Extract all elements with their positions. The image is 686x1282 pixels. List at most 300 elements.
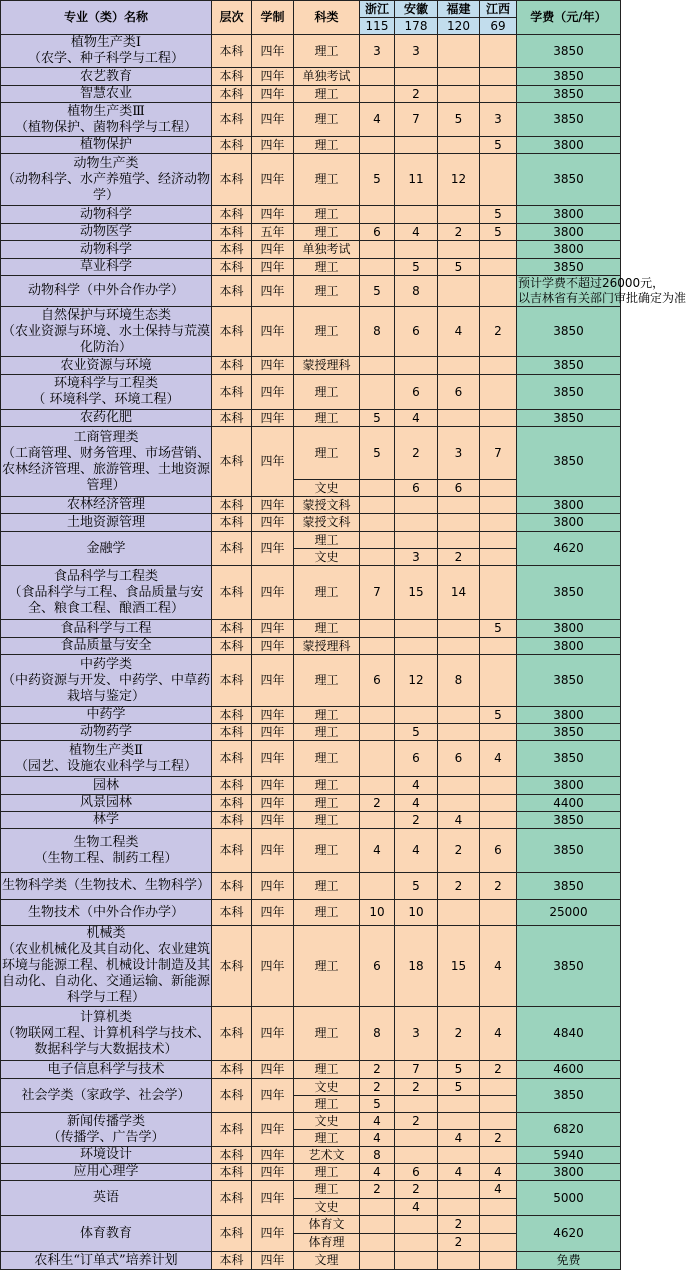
header-quota-fujian: 120 bbox=[438, 18, 480, 35]
level-cell: 本科 bbox=[212, 1216, 252, 1252]
major-name-text: 中药学类 （中药资源与开发、中药学、中草药栽培与鉴定） bbox=[2, 656, 211, 704]
quota-fj-cell bbox=[438, 777, 480, 795]
duration-cell: 四年 bbox=[252, 900, 294, 926]
fee-cell: 3800 bbox=[517, 777, 621, 795]
fee-cell: 3850 bbox=[517, 154, 621, 206]
major-name-text: 生物科学类（生物技术、生物科学） bbox=[2, 878, 211, 893]
quota-fj-cell bbox=[438, 68, 480, 86]
quota-zj-cell bbox=[360, 741, 395, 777]
fee-cell: 3850 bbox=[517, 1079, 621, 1113]
quota-ah-cell: 11 bbox=[395, 154, 438, 206]
level-cell: 本科 bbox=[212, 514, 252, 532]
major-name-text: 机械类 （农业机械化及其自动化、农业建筑环境与能源工程、机械设计制造及其自动化、自动化、交通运输、新能源科学与工程） bbox=[2, 926, 211, 1005]
level-cell: 本科 bbox=[212, 900, 252, 926]
level-cell: 本科 bbox=[212, 1007, 252, 1061]
quota-ah-cell bbox=[395, 1096, 438, 1113]
fee-note-line: 以吉林省有关部门审批确定为准 bbox=[518, 291, 686, 305]
quota-zj-cell bbox=[360, 68, 395, 86]
fee-cell: 6820 bbox=[517, 1113, 621, 1147]
level-cell: 本科 bbox=[212, 68, 252, 86]
major-name bbox=[1, 1061, 212, 1079]
quota-ah-cell: 8 bbox=[395, 276, 438, 307]
subject-cell: 理工 bbox=[294, 926, 360, 1007]
fee-cell: 5940 bbox=[517, 1147, 621, 1164]
table-row bbox=[1, 86, 621, 103]
major-name bbox=[1, 35, 212, 68]
duration-cell: 四年 bbox=[252, 427, 294, 497]
header-row bbox=[1, 1, 621, 18]
quota-jx-cell: 7 bbox=[480, 427, 517, 480]
level-cell: 本科 bbox=[212, 777, 252, 795]
duration-cell: 四年 bbox=[252, 357, 294, 375]
duration-cell: 四年 bbox=[252, 35, 294, 68]
quota-ah-cell bbox=[395, 357, 438, 375]
duration-cell: 四年 bbox=[252, 1216, 294, 1252]
subject-cell: 蒙授文科 bbox=[294, 497, 360, 514]
major-name bbox=[1, 1252, 212, 1270]
table-row bbox=[1, 829, 621, 873]
header-province-anhui: 安徽 bbox=[395, 1, 438, 18]
quota-zj-cell bbox=[360, 137, 395, 154]
major-name bbox=[1, 566, 212, 620]
major-name bbox=[1, 307, 212, 357]
subject-cell: 理工 bbox=[294, 795, 360, 812]
fee-cell: 3850 bbox=[517, 307, 621, 357]
major-name bbox=[1, 68, 212, 86]
duration-cell: 四年 bbox=[252, 514, 294, 532]
quota-fj-cell: 5 bbox=[438, 103, 480, 137]
table-row bbox=[1, 926, 621, 1007]
subject-cell: 理工 bbox=[294, 137, 360, 154]
subject-cell: 单独考试 bbox=[294, 68, 360, 86]
quota-jx-cell bbox=[480, 1113, 517, 1130]
fee-cell: 3800 bbox=[517, 638, 621, 655]
quota-jx-cell: 5 bbox=[480, 206, 517, 224]
quota-fj-cell: 2 bbox=[438, 1007, 480, 1061]
major-name-text: 农艺教育 bbox=[79, 68, 132, 84]
table-row bbox=[1, 655, 621, 707]
fee-cell: 3850 bbox=[517, 655, 621, 707]
quota-ah-cell: 7 bbox=[395, 1061, 438, 1079]
quota-ah-cell bbox=[395, 1147, 438, 1164]
quota-fj-cell bbox=[438, 1113, 480, 1130]
quota-ah-cell: 10 bbox=[395, 900, 438, 926]
subject-cell: 理工 bbox=[294, 566, 360, 620]
fee-cell: 4400 bbox=[517, 795, 621, 812]
major-name bbox=[1, 1007, 212, 1061]
quota-fj-cell: 5 bbox=[438, 1061, 480, 1079]
quota-jx-cell bbox=[480, 566, 517, 620]
table-row bbox=[1, 410, 621, 427]
quota-fj-cell: 2 bbox=[438, 1234, 480, 1252]
quota-jx-cell bbox=[480, 812, 517, 829]
duration-cell: 四年 bbox=[252, 1252, 294, 1270]
duration-cell: 四年 bbox=[252, 497, 294, 514]
major-name bbox=[1, 873, 212, 900]
header-major: 专业（类）名称 bbox=[1, 1, 212, 35]
major-name bbox=[1, 620, 212, 638]
quota-fj-cell: 15 bbox=[438, 926, 480, 1007]
level-cell: 本科 bbox=[212, 655, 252, 707]
quota-ah-cell: 5 bbox=[395, 259, 438, 276]
major-name bbox=[1, 926, 212, 1007]
table-row bbox=[1, 1164, 621, 1181]
duration-cell: 四年 bbox=[252, 724, 294, 741]
table-row bbox=[1, 724, 621, 741]
quota-fj-cell bbox=[438, 795, 480, 812]
quota-fj-cell bbox=[438, 1199, 480, 1216]
major-name-text: 工商管理类 （工商管理、财务管理、市场营销、农林经济管理、旅游管理、土地资源管理） bbox=[2, 429, 211, 493]
quota-zj-cell bbox=[360, 812, 395, 829]
quota-fj-cell bbox=[438, 724, 480, 741]
quota-zj-cell: 4 bbox=[360, 1164, 395, 1181]
fee-cell: 3800 bbox=[517, 241, 621, 259]
level-cell: 本科 bbox=[212, 427, 252, 497]
quota-fj-cell: 6 bbox=[438, 375, 480, 410]
major-name-text: 植物保护 bbox=[79, 137, 132, 152]
quota-ah-cell bbox=[395, 707, 438, 724]
level-cell: 本科 bbox=[212, 241, 252, 259]
level-cell: 本科 bbox=[212, 1181, 252, 1216]
quota-zj-cell: 2 bbox=[360, 1079, 395, 1096]
major-name-text: 生物工程类 （生物工程、制药工程） bbox=[34, 834, 178, 866]
quota-zj-cell: 4 bbox=[360, 1130, 395, 1147]
header-quota-zhejiang: 115 bbox=[360, 18, 395, 35]
quota-jx-cell bbox=[480, 1234, 517, 1252]
major-name-text: 土地资源管理 bbox=[66, 514, 145, 530]
quota-ah-cell: 4 bbox=[395, 224, 438, 241]
level-cell: 本科 bbox=[212, 103, 252, 137]
quota-jx-cell: 3 bbox=[480, 103, 517, 137]
table-row bbox=[1, 900, 621, 926]
subject-cell: 理工 bbox=[294, 620, 360, 638]
fee-cell: 3850 bbox=[517, 812, 621, 829]
quota-ah-cell: 3 bbox=[395, 35, 438, 68]
major-name bbox=[1, 514, 212, 532]
subject-cell: 理工 bbox=[294, 1164, 360, 1181]
major-name-text: 动物药学 bbox=[79, 724, 132, 739]
duration-cell: 四年 bbox=[252, 103, 294, 137]
table-row bbox=[1, 103, 621, 137]
major-name-text: 林学 bbox=[92, 812, 119, 827]
quota-zj-cell: 7 bbox=[360, 566, 395, 620]
subject-cell: 理工 bbox=[294, 900, 360, 926]
table-row bbox=[1, 224, 621, 241]
quota-zj-cell: 5 bbox=[360, 154, 395, 206]
fee-cell: 3800 bbox=[517, 620, 621, 638]
header-level: 层次 bbox=[212, 1, 252, 35]
level-cell: 本科 bbox=[212, 926, 252, 1007]
quota-jx-cell bbox=[480, 655, 517, 707]
quota-fj-cell: 14 bbox=[438, 566, 480, 620]
major-name bbox=[1, 241, 212, 259]
quota-fj-cell bbox=[438, 276, 480, 307]
major-name bbox=[1, 427, 212, 497]
quota-ah-cell bbox=[395, 137, 438, 154]
fee-note-line: 预计学费不超过26000元， bbox=[518, 276, 665, 290]
quota-fj-cell: 3 bbox=[438, 427, 480, 480]
quota-ah-cell bbox=[395, 206, 438, 224]
table-row bbox=[1, 68, 621, 86]
quota-fj-cell bbox=[438, 707, 480, 724]
quota-zj-cell: 3 bbox=[360, 35, 395, 68]
major-name-text: 农业资源与环境 bbox=[60, 357, 152, 373]
major-name-text: 食品质量与安全 bbox=[60, 638, 152, 653]
duration-cell: 四年 bbox=[252, 620, 294, 638]
quota-jx-cell: 2 bbox=[480, 873, 517, 900]
duration-cell: 四年 bbox=[252, 1007, 294, 1061]
table-row bbox=[1, 1147, 621, 1164]
subject-cell: 文史 bbox=[294, 1199, 360, 1216]
duration-cell: 四年 bbox=[252, 1181, 294, 1216]
quota-fj-cell: 2 bbox=[438, 1216, 480, 1234]
quota-ah-cell: 6 bbox=[395, 1164, 438, 1181]
level-cell: 本科 bbox=[212, 276, 252, 307]
subject-cell: 理工 bbox=[294, 410, 360, 427]
table-row bbox=[1, 137, 621, 154]
subject-cell: 体育文 bbox=[294, 1216, 360, 1234]
quota-jx-cell bbox=[480, 241, 517, 259]
duration-cell: 四年 bbox=[252, 741, 294, 777]
quota-ah-cell: 5 bbox=[395, 724, 438, 741]
quota-jx-cell bbox=[480, 480, 517, 497]
level-cell: 本科 bbox=[212, 1079, 252, 1113]
quota-zj-cell: 2 bbox=[360, 1061, 395, 1079]
quota-zj-cell bbox=[360, 532, 395, 549]
fee-cell: 3800 bbox=[517, 497, 621, 514]
duration-cell: 四年 bbox=[252, 276, 294, 307]
quota-fj-cell: 2 bbox=[438, 829, 480, 873]
quota-zj-cell bbox=[360, 357, 395, 375]
quota-fj-cell: 6 bbox=[438, 480, 480, 497]
quota-zj-cell bbox=[360, 638, 395, 655]
quota-jx-cell bbox=[480, 154, 517, 206]
subject-cell: 理工 bbox=[294, 375, 360, 410]
duration-cell: 四年 bbox=[252, 777, 294, 795]
quota-jx-cell: 5 bbox=[480, 707, 517, 724]
quota-ah-cell: 2 bbox=[395, 427, 438, 480]
table-row bbox=[1, 1079, 621, 1096]
major-name-text: 社会学类（家政学、社会学） bbox=[21, 1087, 191, 1103]
quota-fj-cell: 2 bbox=[438, 873, 480, 900]
major-name-text: 农科生“订单式”培养计划 bbox=[34, 1252, 178, 1268]
quota-ah-cell: 4 bbox=[395, 410, 438, 427]
header-subject: 科类 bbox=[294, 1, 360, 35]
fee-cell: 3850 bbox=[517, 259, 621, 276]
level-cell: 本科 bbox=[212, 1164, 252, 1181]
header-quota-jiangxi: 69 bbox=[480, 18, 517, 35]
major-name-text: 新闻传播学类 （传播学、广告学） bbox=[47, 1113, 165, 1145]
quota-fj-cell bbox=[438, 1147, 480, 1164]
quota-ah-cell: 6 bbox=[395, 375, 438, 410]
quota-zj-cell bbox=[360, 241, 395, 259]
fee-cell: 4600 bbox=[517, 1061, 621, 1079]
duration-cell: 四年 bbox=[252, 68, 294, 86]
quota-fj-cell: 6 bbox=[438, 741, 480, 777]
quota-jx-cell: 6 bbox=[480, 829, 517, 873]
quota-fj-cell bbox=[438, 410, 480, 427]
quota-ah-cell: 6 bbox=[395, 741, 438, 777]
quota-zj-cell: 8 bbox=[360, 1007, 395, 1061]
quota-ah-cell bbox=[395, 1216, 438, 1234]
quota-zj-cell bbox=[360, 777, 395, 795]
header-province-fujian: 福建 bbox=[438, 1, 480, 18]
subject-cell: 理工 bbox=[294, 873, 360, 900]
duration-cell: 四年 bbox=[252, 259, 294, 276]
quota-fj-cell bbox=[438, 638, 480, 655]
major-name bbox=[1, 103, 212, 137]
table-row bbox=[1, 707, 621, 724]
subject-cell: 理工 bbox=[294, 777, 360, 795]
subject-cell: 理工 bbox=[294, 427, 360, 480]
quota-fj-cell: 4 bbox=[438, 1130, 480, 1147]
major-name bbox=[1, 206, 212, 224]
quota-fj-cell bbox=[438, 1096, 480, 1113]
quota-fj-cell bbox=[438, 137, 480, 154]
subject-cell: 理工 bbox=[294, 1181, 360, 1199]
quota-zj-cell bbox=[360, 707, 395, 724]
major-name bbox=[1, 724, 212, 741]
level-cell: 本科 bbox=[212, 375, 252, 410]
quota-zj-cell: 6 bbox=[360, 655, 395, 707]
duration-cell: 四年 bbox=[252, 926, 294, 1007]
quota-ah-cell bbox=[395, 497, 438, 514]
table-row bbox=[1, 620, 621, 638]
subject-cell: 艺术文 bbox=[294, 1147, 360, 1164]
quota-zj-cell: 5 bbox=[360, 410, 395, 427]
quota-fj-cell bbox=[438, 241, 480, 259]
table-row bbox=[1, 532, 621, 549]
major-name-text: 植物生产类Ⅰ （农学、种子科学与工程） bbox=[27, 35, 184, 66]
duration-cell: 四年 bbox=[252, 307, 294, 357]
subject-cell: 理工 bbox=[294, 741, 360, 777]
header-province-zhejiang: 浙江 bbox=[360, 1, 395, 18]
major-name-text: 农林经济管理 bbox=[66, 497, 145, 512]
major-name bbox=[1, 375, 212, 410]
quota-ah-cell: 12 bbox=[395, 655, 438, 707]
level-cell: 本科 bbox=[212, 812, 252, 829]
quota-zj-cell: 10 bbox=[360, 900, 395, 926]
quota-zj-cell bbox=[360, 514, 395, 532]
major-name bbox=[1, 137, 212, 154]
quota-jx-cell bbox=[480, 900, 517, 926]
subject-cell: 体育理 bbox=[294, 1234, 360, 1252]
quota-fj-cell bbox=[438, 357, 480, 375]
major-name bbox=[1, 777, 212, 795]
quota-ah-cell bbox=[395, 514, 438, 532]
major-name bbox=[1, 655, 212, 707]
quota-jx-cell bbox=[480, 724, 517, 741]
subject-cell: 理工 bbox=[294, 655, 360, 707]
table-row bbox=[1, 777, 621, 795]
quota-zj-cell: 5 bbox=[360, 427, 395, 480]
quota-jx-cell bbox=[480, 68, 517, 86]
table-row bbox=[1, 1061, 621, 1079]
quota-jx-cell bbox=[480, 35, 517, 68]
subject-cell: 理工 bbox=[294, 707, 360, 724]
quota-jx-cell bbox=[480, 375, 517, 410]
quota-fj-cell: 4 bbox=[438, 1164, 480, 1181]
table-row bbox=[1, 259, 621, 276]
table-row bbox=[1, 873, 621, 900]
fee-cell: 5000 bbox=[517, 1181, 621, 1216]
quota-jx-cell bbox=[480, 1079, 517, 1096]
major-name bbox=[1, 1164, 212, 1181]
quota-zj-cell bbox=[360, 724, 395, 741]
fee-cell: 3850 bbox=[517, 35, 621, 68]
table-row bbox=[1, 1216, 621, 1234]
fee-cell: 3850 bbox=[517, 829, 621, 873]
fee-cell: 3850 bbox=[517, 427, 621, 497]
quota-jx-cell bbox=[480, 357, 517, 375]
fee-cell: 4840 bbox=[517, 1007, 621, 1061]
quota-ah-cell: 15 bbox=[395, 566, 438, 620]
quota-ah-cell: 2 bbox=[395, 86, 438, 103]
quota-ah-cell: 3 bbox=[395, 1007, 438, 1061]
level-cell: 本科 bbox=[212, 224, 252, 241]
table-row bbox=[1, 35, 621, 68]
table-row bbox=[1, 1181, 621, 1199]
duration-cell: 四年 bbox=[252, 1079, 294, 1113]
table-row bbox=[1, 357, 621, 375]
quota-fj-cell bbox=[438, 532, 480, 549]
subject-cell: 理工 bbox=[294, 307, 360, 357]
table-row bbox=[1, 638, 621, 655]
level-cell: 本科 bbox=[212, 307, 252, 357]
level-cell: 本科 bbox=[212, 410, 252, 427]
quota-fj-cell bbox=[438, 514, 480, 532]
duration-cell: 四年 bbox=[252, 795, 294, 812]
duration-cell: 四年 bbox=[252, 873, 294, 900]
fee-cell: 3850 bbox=[517, 86, 621, 103]
table-row bbox=[1, 566, 621, 620]
quota-jx-cell bbox=[480, 276, 517, 307]
duration-cell: 四年 bbox=[252, 241, 294, 259]
table-row bbox=[1, 154, 621, 206]
quota-jx-cell bbox=[480, 795, 517, 812]
subject-cell: 文史 bbox=[294, 549, 360, 566]
major-name-text: 农药化肥 bbox=[79, 410, 132, 425]
major-name-text: 草业科学 bbox=[79, 259, 132, 274]
level-cell: 本科 bbox=[212, 829, 252, 873]
quota-ah-cell bbox=[395, 620, 438, 638]
level-cell: 本科 bbox=[212, 1147, 252, 1164]
major-name bbox=[1, 900, 212, 926]
quota-ah-cell: 7 bbox=[395, 103, 438, 137]
quota-zj-cell: 4 bbox=[360, 829, 395, 873]
duration-cell: 四年 bbox=[252, 1113, 294, 1147]
level-cell: 本科 bbox=[212, 724, 252, 741]
duration-cell: 四年 bbox=[252, 812, 294, 829]
major-name bbox=[1, 1216, 212, 1252]
quota-jx-cell bbox=[480, 514, 517, 532]
major-name-text: 园林 bbox=[92, 777, 119, 793]
quota-jx-cell bbox=[480, 1096, 517, 1113]
fee-cell: 3850 bbox=[517, 873, 621, 900]
major-name-text: 植物生产类Ⅲ （植物保护、菌物科学与工程） bbox=[14, 103, 197, 135]
quota-fj-cell: 2 bbox=[438, 224, 480, 241]
major-name-text: 动物科学 bbox=[79, 241, 132, 257]
quota-fj-cell: 5 bbox=[438, 1079, 480, 1096]
quota-ah-cell: 2 bbox=[395, 1181, 438, 1199]
quota-fj-cell: 5 bbox=[438, 259, 480, 276]
duration-cell: 四年 bbox=[252, 154, 294, 206]
duration-cell: 五年 bbox=[252, 224, 294, 241]
quota-zj-cell bbox=[360, 1199, 395, 1216]
quota-ah-cell: 2 bbox=[395, 1079, 438, 1096]
quota-zj-cell bbox=[360, 1216, 395, 1234]
quota-zj-cell: 5 bbox=[360, 1096, 395, 1113]
